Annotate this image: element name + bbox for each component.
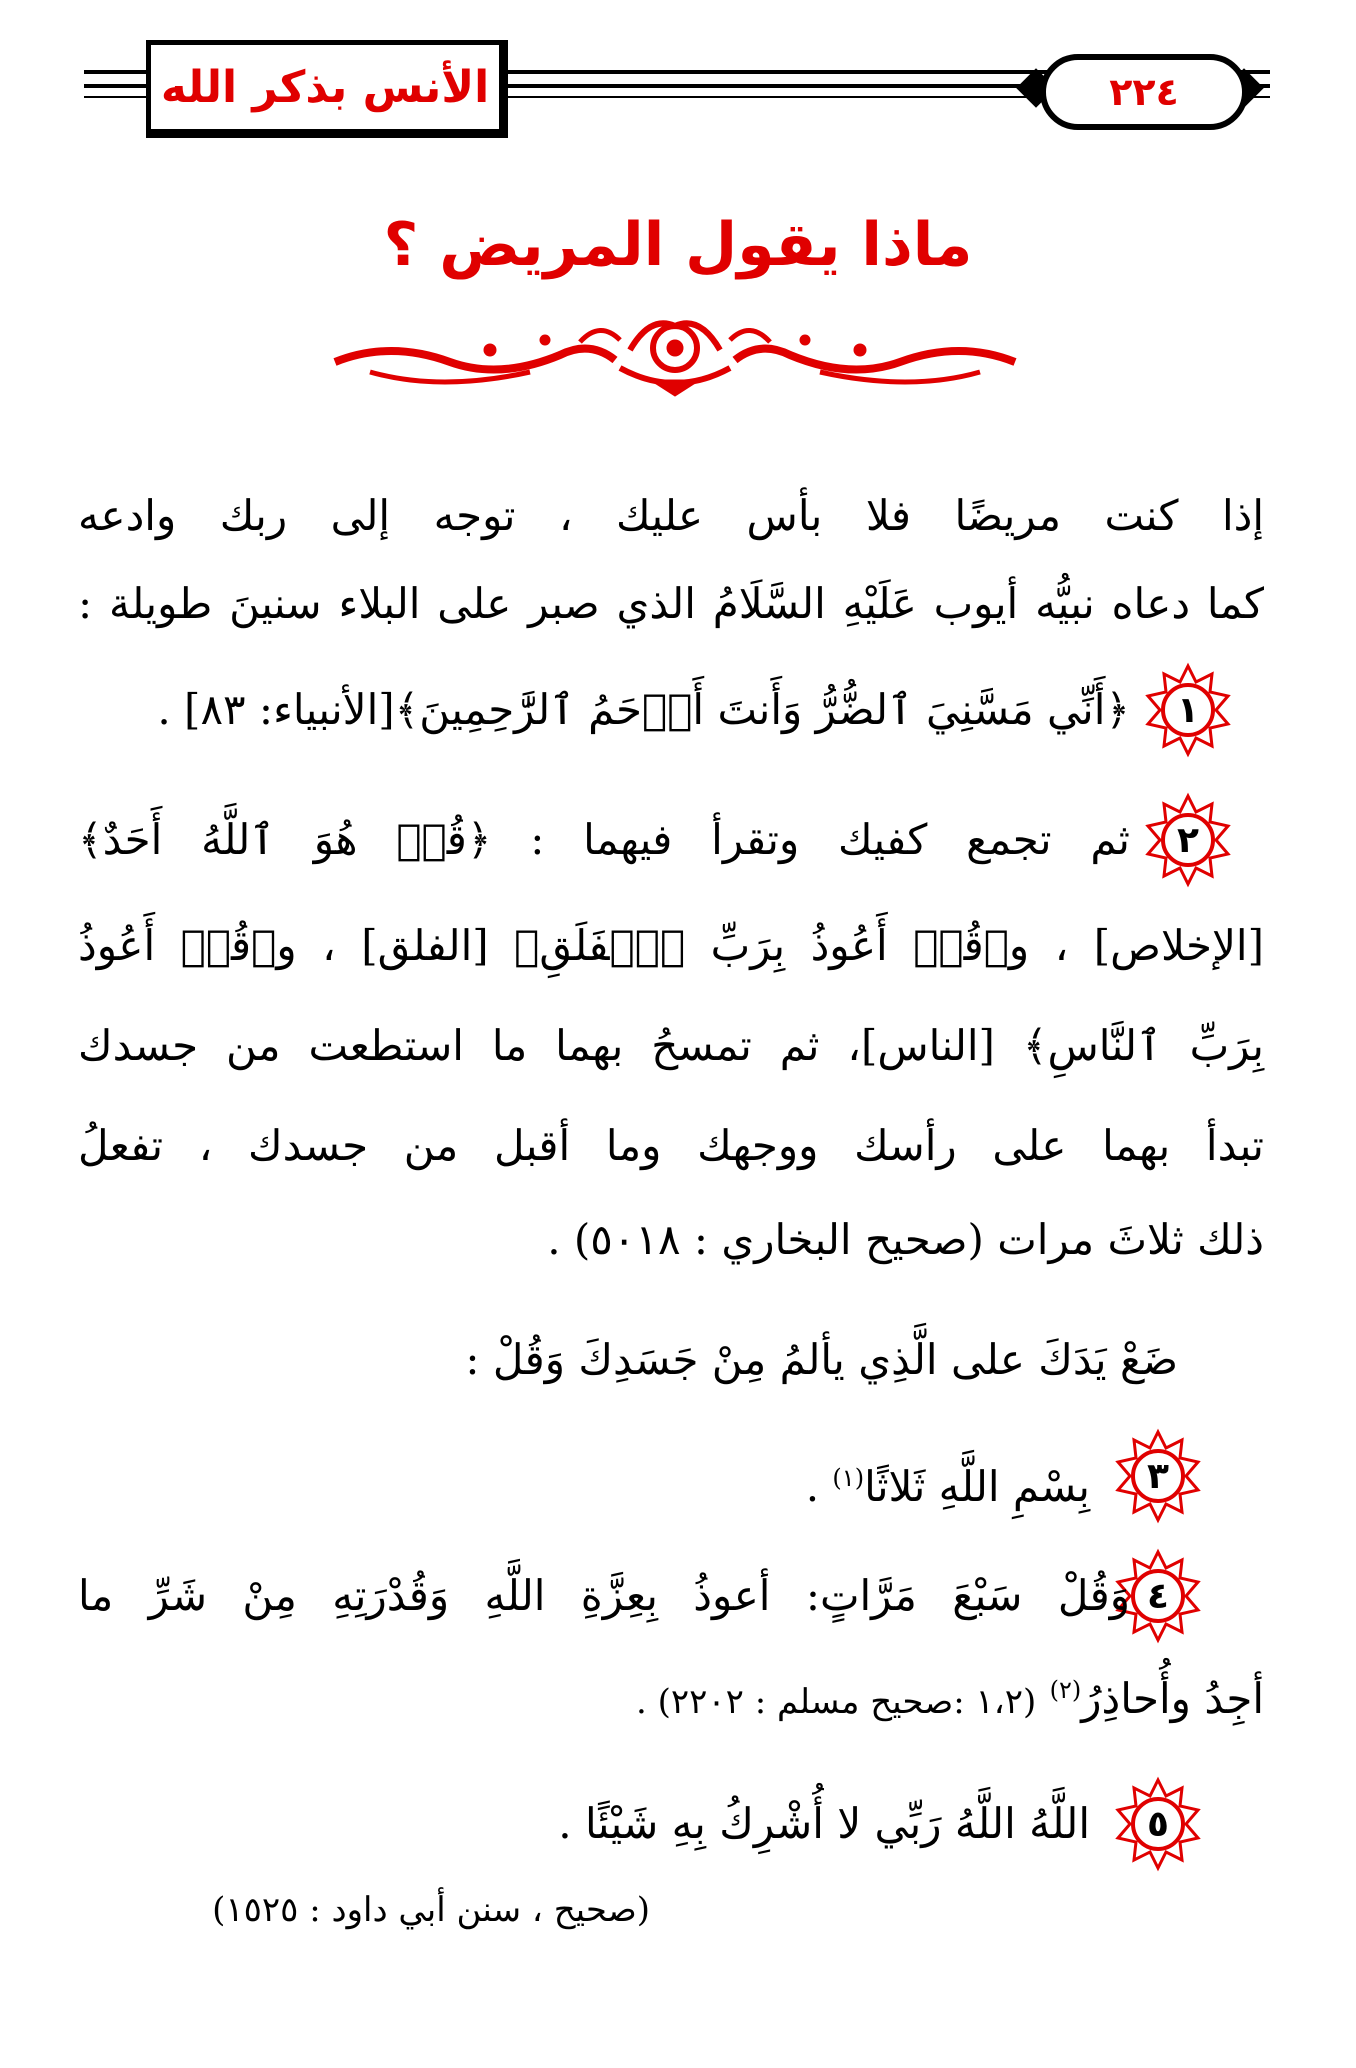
number-badge-5 (1110, 1776, 1206, 1872)
number-badge-label: ٤ (1147, 1575, 1169, 1617)
item-2-line-1: ثم تجمع كفيك وتقرأ فيهما : ﴿قُلۡ هُوَ ٱللَّهُ أَحَدٌ﴾ (78, 815, 1130, 864)
item-5-source: (صحيح ، سنن أبي داود : ١٥٢٥) (212, 1890, 650, 1930)
intro-line-2: كما دعاه نبيُّه أيوب عَلَيْهِ السَّلَامُ الذي صبر على البلاء سنينَ طويلة : (78, 579, 1264, 628)
intro-line-1: إذا كنت مريضًا فلا بأس عليك ، توجه إلى ربك وادعه (78, 491, 1264, 540)
number-badge-1 (1140, 662, 1236, 758)
number-badge-label: ٥ (1147, 1803, 1169, 1845)
item-5-text: اللَّهُ اللَّهُ رَبِّي لا أُشْرِكُ بِهِ شَيْئًا . (558, 1799, 1090, 1848)
running-title-box (146, 40, 508, 138)
item-4-words: أجِدُ وأُحاذِرُ (1081, 1674, 1264, 1723)
number-badge-2 (1140, 792, 1236, 888)
item-3-text (806, 1448, 1090, 1517)
item-2-line-2: [الإخلاص] ، و﴿قُلۡ أَعُوذُ بِرَبِّ ٱلۡفَلَقِ﴾ [الفلق] ، و﴿قُلۡ أَعُوذُ (78, 921, 1264, 970)
footnote-2-marker: (٢) (1049, 1676, 1082, 1704)
number-badge-label: ٢ (1177, 819, 1199, 861)
footnote-1-marker: (١) (832, 1464, 865, 1492)
page-number-badge (1040, 54, 1248, 130)
item-4-line-2 (636, 1660, 1264, 1732)
instruction-put-hand: ضَعْ يَدَكَ على الَّذِي يألمُ مِنْ جَسَدِكَ وَقُلْ : (465, 1335, 1178, 1384)
item-3-end: . (805, 1462, 820, 1511)
item-4-line-1: وَقُلْ سَبْعَ مَرَّاتٍ: أعوذُ بِعِزَّةِ اللَّهِ وَقُدْرَتِهِ مِنْ شَرِّ ما (78, 1571, 1130, 1620)
item-2-line-4: تبدأ بهما على رأسك ووجهك وما أقبل من جسدك ، تفعلُ (78, 1121, 1264, 1170)
item-2-line-5: ذلك ثلاثَ مرات (صحيح البخاري : ٥٠١٨) . (547, 1215, 1264, 1264)
number-badge-3 (1110, 1428, 1206, 1524)
number-badge-label: ٣ (1147, 1455, 1169, 1497)
decorative-ornament-icon (330, 310, 1020, 400)
page-number: ٢٢٤ (1109, 70, 1179, 114)
item-4-source: (١،٢ :صحيح مسلم : ٢٢٠٢) . (635, 1682, 1037, 1722)
item-2-line-3: بِرَبِّ ٱلنَّاسِ﴾ [الناس]، ثم تمسحُ بهما ما استطعت من جسدك (78, 1021, 1264, 1070)
page-title: ماذا يقول المريض ؟ (383, 210, 973, 280)
number-badge-label: ١ (1177, 689, 1199, 731)
running-title: الأنس بذكر الله (160, 61, 490, 113)
item-3-words: بِسْمِ اللَّهِ ثَلاثًا (864, 1462, 1090, 1511)
item-1-text: ﴿أَنِّي مَسَّنِيَ ٱلضُّرُّ وَأَنتَ أَرۡحَمُ ٱلرَّٰحِمِينَ﴾[الأنبياء: ٨٣] . (157, 685, 1130, 734)
